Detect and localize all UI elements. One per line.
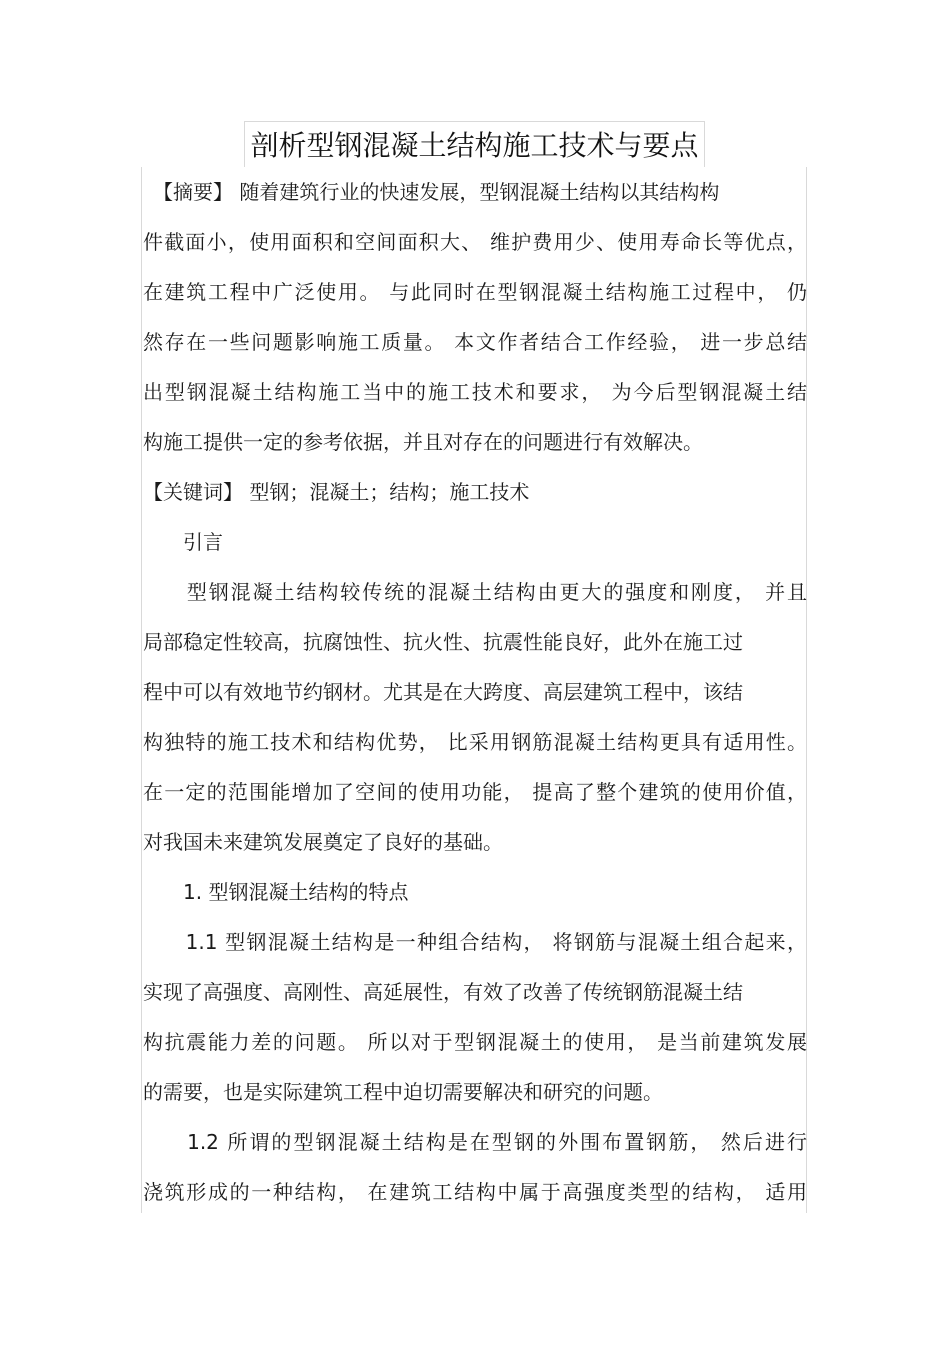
- text-line-13: 在一定的范围能增加了空间的使用功能， 提高了整个建筑的使用价值，: [143, 780, 807, 804]
- text-line-3: 在建筑工程中广泛使用。 与此同时在型钢混凝土结构施工过程中， 仍: [143, 280, 807, 304]
- text-line-16: 1.1 型钢混凝土结构是一种组合结构， 将钢筋与混凝土组合起来，: [143, 930, 807, 954]
- text-line-2: 件截面小，使用面积和空间面积大、 维护费用少、使用寿命长等优点，: [143, 230, 807, 254]
- keywords-line: 【关键词】 型钢；混凝土；结构；施工技术: [143, 480, 530, 504]
- text-line-18: 构抗震能力差的问题。 所以对于型钢混凝土的使用， 是当前建筑发展: [143, 1030, 807, 1054]
- text-line-9: 型钢混凝土结构较传统的混凝土结构由更大的强度和刚度， 并且: [143, 580, 807, 604]
- text-line-10: 局部稳定性较高，抗腐蚀性、抗火性、抗震性能良好，此外在施工过: [143, 630, 743, 654]
- text-line-4: 然存在一些问题影响施工质量。 本文作者结合工作经验， 进一步总结: [143, 330, 807, 354]
- text-line-20: 1.2 所谓的型钢混凝土结构是在型钢的外围布置钢筋， 然后进行: [143, 1130, 807, 1154]
- text-line-21: 浇筑形成的一种结构， 在建筑工结构中属于高强度类型的结构， 适用: [143, 1180, 807, 1204]
- section-heading-1: 1. 型钢混凝土结构的特点: [143, 880, 409, 904]
- text-line-5: 出型钢混凝土结构施工当中的施工技术和要求， 为今后型钢混凝土结: [143, 380, 807, 404]
- text-line-6: 构施工提供一定的参考依据，并且对存在的问题进行有效解决。: [143, 430, 703, 454]
- text-line-11: 程中可以有效地节约钢材。尤其是在大跨度、高层建筑工程中，该结: [143, 680, 743, 704]
- text-line-14: 对我国未来建筑发展奠定了良好的基础。: [143, 830, 503, 854]
- text-line-12: 构独特的施工技术和结构优势， 比采用钢筋混凝土结构更具有适用性。: [143, 730, 807, 754]
- section-heading-intro: 引言: [143, 530, 223, 554]
- document-title: 剖析型钢混凝土结构施工技术与要点: [250, 129, 699, 162]
- text-line-19: 的需要，也是实际建筑工程中迫切需要解决和研究的问题。: [143, 1080, 663, 1104]
- text-line-17: 实现了高强度、高刚性、高延展性，有效了改善了传统钢筋混凝土结: [143, 980, 743, 1004]
- text-line-1: 【摘要】 随着建筑行业的快速发展，型钢混凝土结构以其结构构: [143, 180, 720, 204]
